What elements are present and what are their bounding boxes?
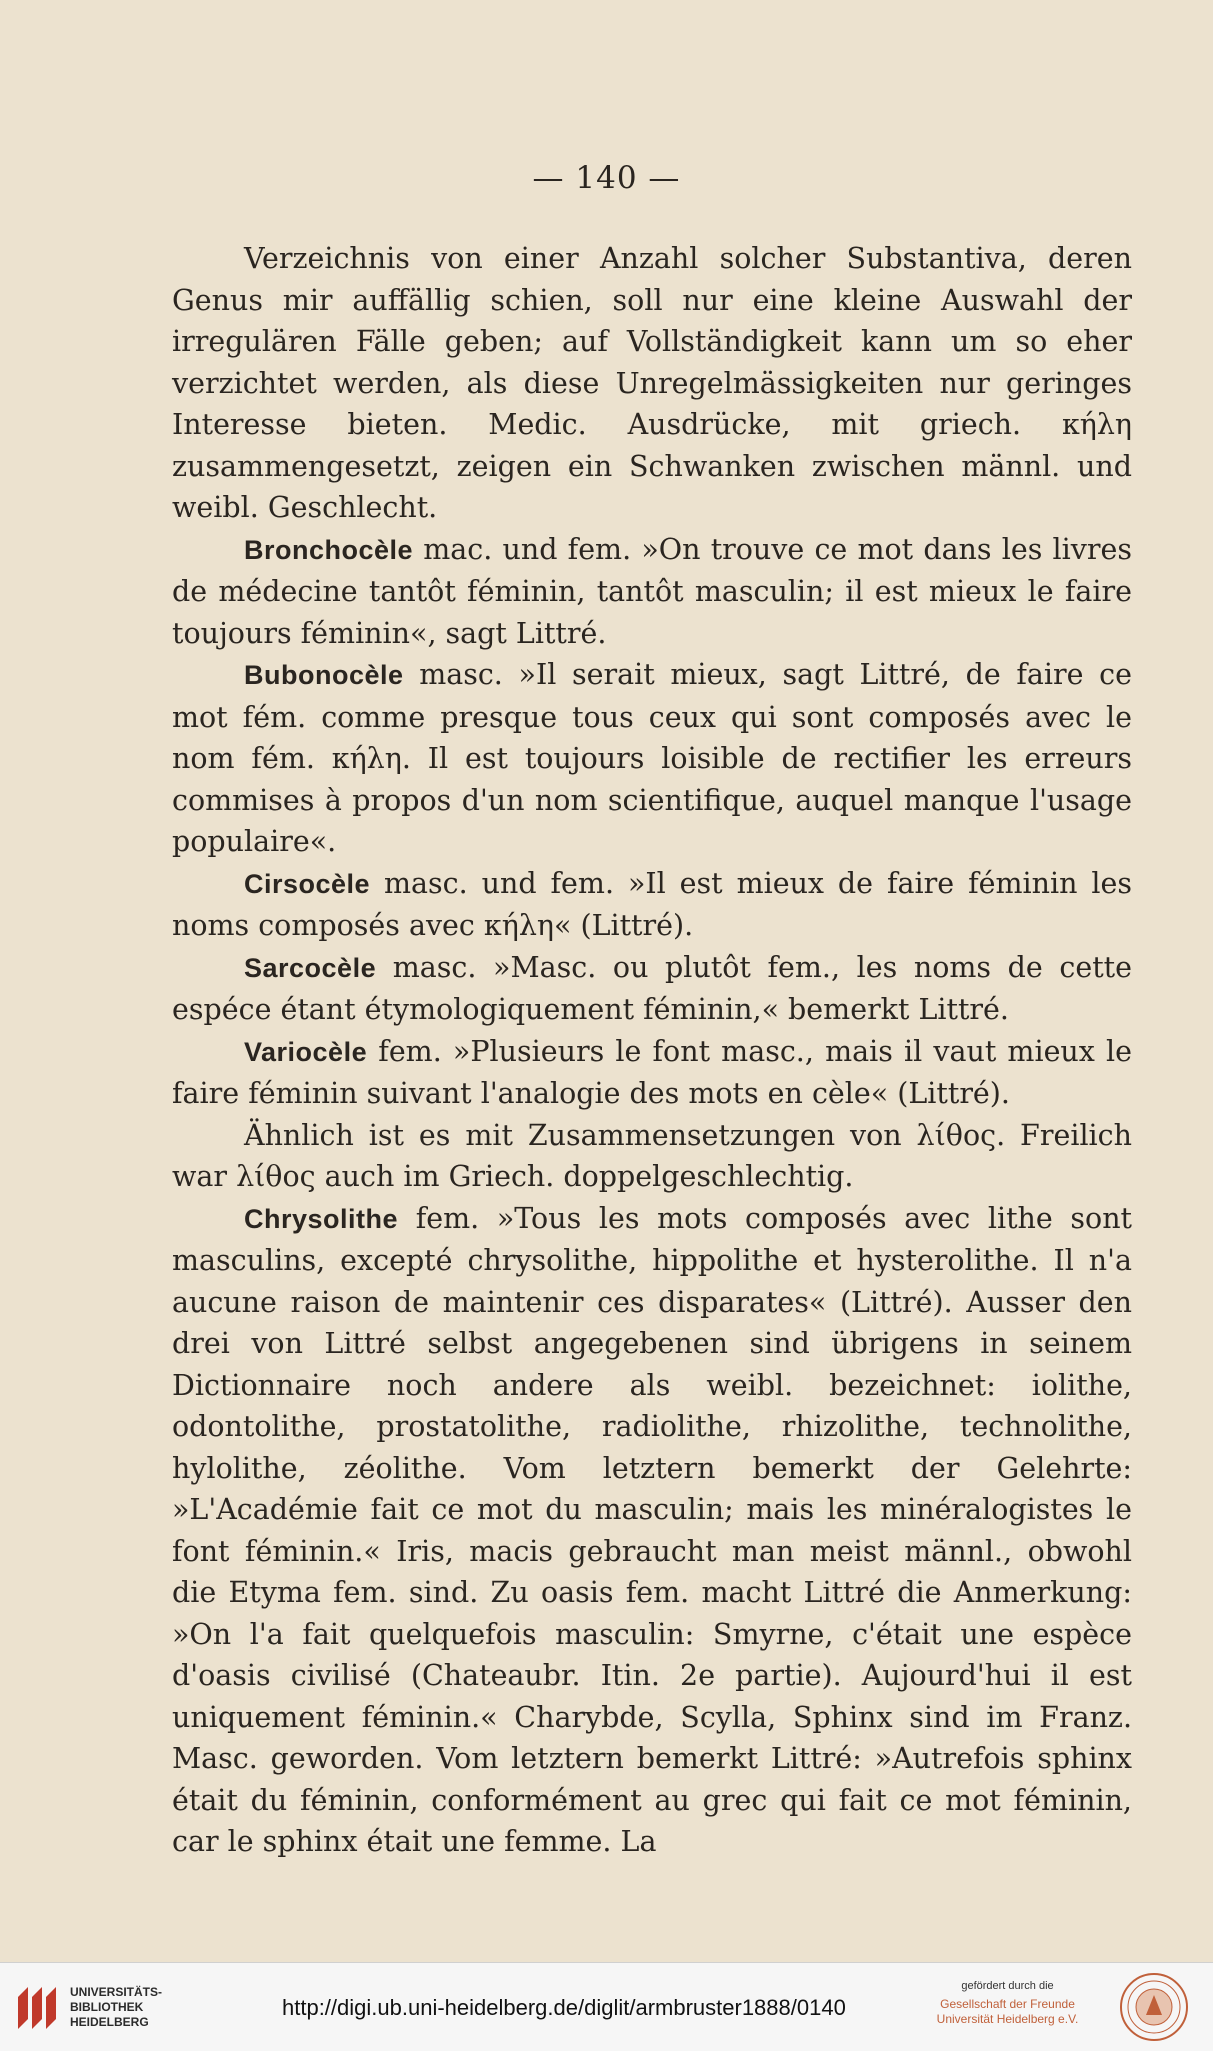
entry-lemma: Bronchocèle xyxy=(244,534,414,565)
sponsor-name-line: Universität Heidelberg e.V. xyxy=(936,2012,1079,2026)
paragraph: Ähnlich ist es mit Zusammensetzungen von λίθος. Freilich war λίθος auch im Griech. doppelgeschlechtig. xyxy=(172,1118,1132,1193)
source-url-link[interactable]: http://digi.ub.uni-heidelberg.de/diglit/armbruster1888/0140 xyxy=(282,1995,846,2020)
dictionary-entry xyxy=(172,863,1132,947)
entry-text: masc. »Masc. ou plutôt fem., les noms de cette espéce étant étymologiquement féminin,« bemerkt Littré. xyxy=(172,950,1133,1026)
entry-text: mac. und fem. »On trouve ce mot dans les livres de médecine tantôt féminin, tantôt masculin; il est mieux le faire toujours féminin«, sagt Littré. xyxy=(172,532,1132,650)
library-name-line: UNIVERSITÄTS- xyxy=(70,1985,163,1999)
sponsor-intro: gefördert durch die xyxy=(961,1980,1054,1992)
paragraph: Verzeichnis von einer Anzahl solcher Substantiva, deren Genus mir auffällig schien, soll nur eine kleine Auswahl der irregulären Fälle geben; auf Vollständigkeit kann um so eher verzichtet werden, als diese Unregelmässigkeiten nur geringes Interesse bieten. Medic. Ausdrücke, mit griech. κήλη zusammengesetzt, zeigen ein Schwanken zwischen männl. und weibl. Geschlecht. xyxy=(172,242,1132,524)
university-seal-icon xyxy=(1118,1971,1190,2043)
library-name-line: BIBLIOTHEK xyxy=(70,2000,144,2014)
entry-text: fem. »Plusieurs le font masc., mais il vaut mieux le faire féminin suivant l'analogie des mots en cèle« (Littré). xyxy=(172,1034,1133,1110)
dictionary-entry xyxy=(172,654,1132,863)
library-logo-icon xyxy=(12,1981,60,2035)
sponsor-name-line: Gesellschaft der Freunde xyxy=(940,1997,1075,2011)
entry-lemma: Cirsocèle xyxy=(244,868,371,899)
dictionary-entry xyxy=(172,1031,1132,1115)
text-body xyxy=(172,238,1132,1863)
entry-text: masc. und fem. »Il est mieux de faire féminin les noms composés avec κήλη« (Littré). xyxy=(172,866,1132,942)
entry-text: fem. »Tous les mots composés avec lithe sont masculins, excepté chrysolithe, hippolithe et hysterolithe. Il n'a aucune raison de maintenir ces disparates« (Littré). Ausser den drei von Littré selbst angegebenen sind übrigens in seinem Dictionnaire noch andere als weibl. bezeichnet: iolithe, odontolithe, prostatolithe, radiolithe, rhizolithe, technolithe, hylolithe, zéolithe. Vom letztern bemerkt der Gelehrte: »L'Académie fait ce mot du masculin; mais les minéralogistes le font féminin.« Iris, macis gebraucht man meist männl., obwohl die Etyma fem. sind. Zu oasis fem. macht Littré die Anmerkung: »On l'a fait quelquefois masculin: Smyrne, c'était une espèce d'oasis civilisé (Chateaubr. Itin. 2e partie). Aujourd'hui il est uniquement féminin.« Charybde, Scylla, Sphinx sind im Franz. Masc. geworden. Vom letztern bemerkt Littré: »Autrefois sphinx était du féminin, conformément au grec qui fait ce mot féminin, car le sphinx était une femme. La xyxy=(172,1201,1132,1858)
library-name xyxy=(70,1985,162,2030)
footer-bar xyxy=(0,1962,1213,2051)
entry-lemma: Bubonocèle xyxy=(244,660,404,690)
library-name-line: HEIDELBERG xyxy=(70,2015,149,2029)
entry-lemma: Chrysolithe xyxy=(244,1203,399,1234)
entry-lemma: Variocèle xyxy=(244,1036,368,1067)
dictionary-entry xyxy=(172,529,1132,655)
page-number: — 140 — xyxy=(532,160,681,196)
sponsor-credit xyxy=(920,1975,1095,2027)
entry-lemma: Sarcocèle xyxy=(244,952,377,983)
dictionary-entry xyxy=(172,947,1132,1031)
entry-text: masc. »Il serait mieux, sagt Littré, de faire ce mot fém. comme presque tous ceux qui sont composés avec le nom fém. κήλη. Il est toujours loisible de rectifier les erreurs commises à propos d'un nom scientifique, auquel manque l'usage populaire«. xyxy=(172,658,1133,858)
dictionary-entry xyxy=(172,1198,1132,1863)
